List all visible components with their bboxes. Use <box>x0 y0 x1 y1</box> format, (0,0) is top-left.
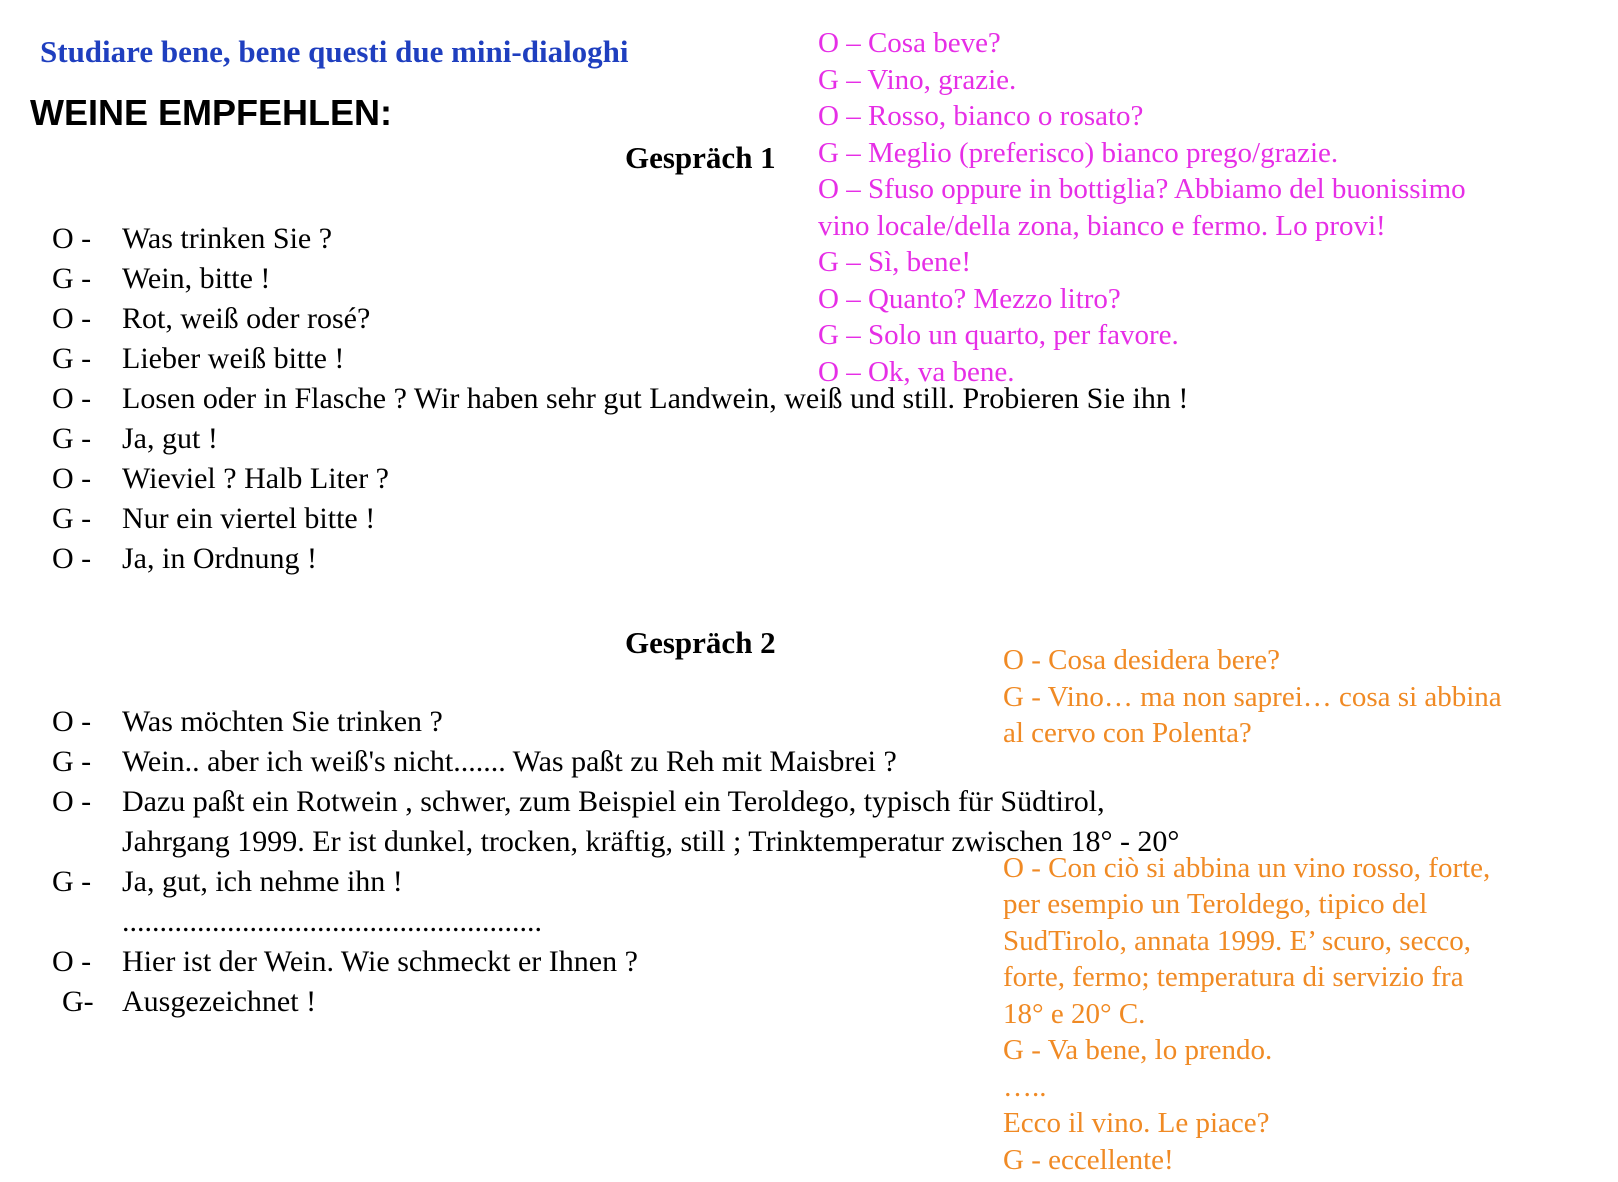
dialogue-text: Lieber weiß bitte ! <box>122 342 345 375</box>
dialogue-text: Ja, gut ! <box>122 422 218 455</box>
speaker-label: O - <box>52 222 92 255</box>
dialogue-text: Wein.. aber ich weiß's nicht....... Was paßt zu Reh mit Maisbrei ? <box>122 745 897 778</box>
speaker-label: G - <box>52 502 92 535</box>
translation-line: O – Sfuso oppure in bottiglia? Abbiamo del buonissimo <box>818 173 1466 205</box>
speaker-label: G - <box>52 422 92 455</box>
speaker-label: G - <box>52 745 92 778</box>
translation-line: SudTirolo, annata 1999. E’ scuro, secco, <box>1003 924 1471 957</box>
speaker-label: O - <box>52 785 92 818</box>
translation-line: al cervo con Polenta? <box>1003 717 1252 749</box>
translation-line: ….. <box>1003 1070 1047 1103</box>
dialogue-line <box>52 419 1188 459</box>
translation-line: Ecco il vino. Le piace? <box>1003 1107 1270 1139</box>
conversation-2-title: Gespräch 2 <box>625 625 776 660</box>
dialogue-text: Jahrgang 1999. Er ist dunkel, trocken, kräftig, still ; Trinktemperatur zwischen 18° - 20° <box>122 825 1180 858</box>
dialogue-line <box>52 499 1188 539</box>
speaker-label: O - <box>52 302 92 335</box>
italian-translation-2 <box>1003 642 1502 1178</box>
speaker-label: G- <box>62 985 94 1018</box>
dialogue-text: Ja, gut, ich nehme ihn ! <box>122 865 403 898</box>
dialogue-text: Ausgezeichnet ! <box>122 985 317 1018</box>
translation-line: O - Cosa desidera bere? <box>1003 644 1280 676</box>
translation-line: vino locale/della zona, bianco e fermo. Lo provi! <box>818 209 1386 242</box>
translation-line: O – Cosa beve? <box>818 27 1001 59</box>
dialogue-text: Losen oder in Flasche ? Wir haben sehr gut Landwein, weiß und still. Probieren Sie ihn ! <box>122 382 1189 415</box>
translation-line: forte, fermo; temperatura di servizio fra <box>1003 961 1464 993</box>
speaker-label: G - <box>52 342 92 375</box>
speaker-label: O - <box>52 382 92 415</box>
speaker-label: G - <box>52 262 92 295</box>
speaker-label <box>52 822 122 862</box>
speaker-label: O - <box>52 945 92 978</box>
translation-line: O – Quanto? Mezzo litro? <box>818 282 1121 315</box>
intro-instruction: Studiare bene, bene questi due mini-dialoghi <box>40 34 629 69</box>
speaker-label <box>52 902 122 942</box>
dialogue-line <box>52 459 1188 499</box>
dialogue-text: Nur ein viertel bitte ! <box>122 502 376 535</box>
dialogue-text: Hier ist der Wein. Wie schmeckt er Ihnen ? <box>122 945 638 978</box>
translation-line: O – Ok, va bene. <box>818 355 1015 388</box>
translation-line: G – Meglio (preferisco) bianco prego/grazie. <box>818 136 1339 169</box>
dialogue-text: Wein, bitte ! <box>122 262 271 295</box>
translation-line: G – Sì, bene! <box>818 246 972 278</box>
translation-line: G - Vino… ma non saprei… cosa si abbina <box>1003 680 1502 713</box>
translation-line: G - Va bene, lo prendo. <box>1003 1034 1273 1066</box>
translation-line: O – Rosso, bianco o rosato? <box>818 100 1144 132</box>
dialogue-text: Ja, in Ordnung ! <box>122 542 317 575</box>
translation-line: G – Solo un quarto, per favore. <box>818 319 1179 351</box>
dialogue-text: Wieviel ? Halb Liter ? <box>122 462 389 495</box>
italian-translation-1 <box>818 25 1466 390</box>
translation-line: O - Con ciò si abbina un vino rosso, forte, <box>1003 851 1491 884</box>
dialogue-text: Rot, weiß oder rosé? <box>122 302 371 335</box>
translation-line: G - eccellente! <box>1003 1143 1174 1176</box>
dialogue-line <box>52 539 1188 579</box>
dialogue-text: ........................................................ <box>122 905 542 938</box>
speaker-label: O - <box>52 542 92 575</box>
speaker-label: O - <box>52 705 92 738</box>
dialogue-text: Dazu paßt ein Rotwein , schwer, zum Beispiel ein Teroldego, typisch für Südtirol, <box>122 785 1105 818</box>
translation-line: G – Vino, grazie. <box>818 63 1017 96</box>
dialogue-text: Was möchten Sie trinken ? <box>122 705 443 738</box>
page-heading: WEINE EMPFEHLEN: <box>30 92 393 133</box>
dialogue-text: Was trinken Sie ? <box>122 222 333 255</box>
speaker-label: O - <box>52 462 92 495</box>
translation-line: 18° e 20° C. <box>1003 997 1146 1030</box>
speaker-label: G - <box>52 865 92 898</box>
conversation-1-title: Gespräch 1 <box>625 140 776 175</box>
translation-line: per esempio un Teroldego, tipico del <box>1003 888 1428 920</box>
